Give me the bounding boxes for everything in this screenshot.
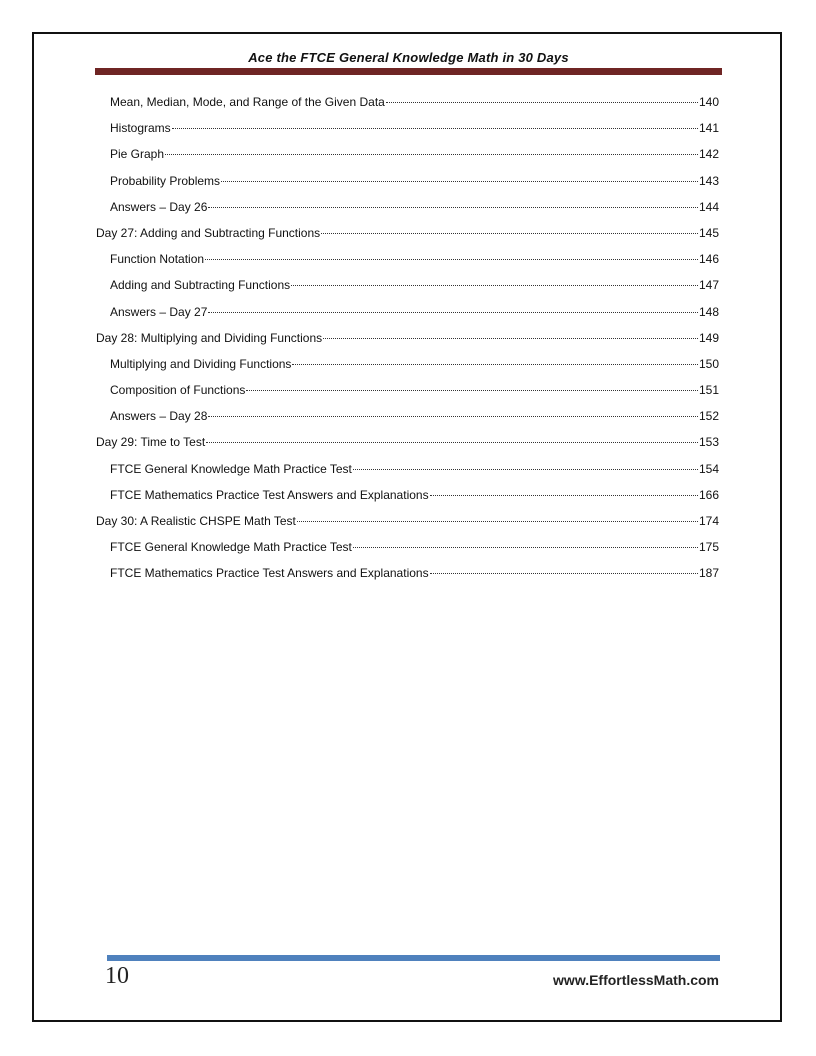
- toc-entry-label: Answers – Day 26: [110, 199, 208, 214]
- toc-dot-leader: [205, 259, 698, 260]
- toc-dot-leader: [246, 390, 698, 391]
- toc-dot-leader: [291, 285, 698, 286]
- toc-entry-label: Answers – Day 28: [110, 409, 208, 424]
- toc-entry-page: 142: [698, 147, 719, 162]
- toc-entry-page: 154: [698, 461, 719, 476]
- toc-entry-label: FTCE Mathematics Practice Test Answers and Explanations: [110, 566, 429, 581]
- toc-section-entry[interactable]: [96, 121, 719, 147]
- toc-entry-label: Mean, Median, Mode, and Range of the Given Data: [110, 95, 385, 109]
- toc-entry-label: Day 27: Adding and Subtracting Functions: [96, 225, 321, 240]
- toc-section-entry[interactable]: [96, 95, 719, 121]
- toc-dot-leader: [221, 181, 698, 182]
- toc-section-entry[interactable]: [96, 383, 719, 409]
- toc-entry-label: Day 29: Time to Test: [96, 435, 206, 450]
- toc-dot-leader: [323, 338, 698, 339]
- toc-section-entry[interactable]: [96, 252, 719, 278]
- toc-chapter-entry[interactable]: [96, 435, 719, 461]
- toc-dot-leader: [208, 207, 698, 208]
- toc-entry-page: 141: [698, 121, 719, 136]
- toc-entry-label: Pie Graph: [110, 147, 165, 162]
- toc-section-entry[interactable]: [96, 566, 719, 592]
- toc-dot-leader: [321, 233, 698, 234]
- toc-entry-label: Multiplying and Dividing Functions: [110, 356, 292, 371]
- toc-entry-page: 149: [698, 330, 719, 345]
- toc-dot-leader: [208, 312, 698, 313]
- toc-entry-page: 147: [698, 278, 719, 293]
- toc-entry-label: Composition of Functions: [110, 383, 246, 398]
- toc-dot-leader: [165, 154, 698, 155]
- toc-section-entry[interactable]: [96, 409, 719, 435]
- toc-dot-leader: [386, 102, 698, 103]
- header-title: Ace the FTCE General Knowledge Math in 30 Days: [248, 50, 569, 65]
- toc-entry-page: 166: [698, 487, 719, 502]
- toc-dot-leader: [430, 573, 698, 574]
- toc-entry-page: 151: [698, 383, 719, 398]
- toc-entry-page: 145: [698, 225, 719, 240]
- toc-entry-label: Function Notation: [110, 252, 205, 267]
- toc-entry-page: 187: [698, 566, 719, 581]
- toc-dot-leader: [353, 469, 698, 470]
- toc-section-entry[interactable]: [96, 540, 719, 566]
- toc-dot-leader: [292, 364, 698, 365]
- toc-entry-page: 174: [698, 514, 719, 528]
- toc-section-entry[interactable]: [96, 278, 719, 304]
- toc-section-entry[interactable]: [96, 462, 719, 488]
- toc-dot-leader: [353, 547, 698, 548]
- toc-entry-page: 150: [698, 356, 719, 371]
- toc-dot-leader: [430, 495, 698, 496]
- toc-section-entry[interactable]: [96, 357, 719, 383]
- toc-entry-label: FTCE Mathematics Practice Test Answers and Explanations: [110, 487, 429, 502]
- toc-section-entry[interactable]: [96, 174, 719, 200]
- toc-entry-label: Day 30: A Realistic CHSPE Math Test: [96, 514, 296, 528]
- header-rule: [95, 68, 722, 75]
- toc-entry-page: 143: [698, 173, 719, 188]
- toc-entry-label: Answers – Day 27: [110, 304, 208, 319]
- toc-entry-page: 148: [698, 304, 719, 319]
- toc-dot-leader: [208, 416, 698, 417]
- toc-entry-page: 153: [698, 435, 719, 450]
- toc-entry-label: Adding and Subtracting Functions: [110, 278, 291, 293]
- website-link[interactable]: www.EffortlessMath.com: [553, 972, 719, 988]
- toc-section-entry[interactable]: [96, 200, 719, 226]
- toc-entry-label: Histograms: [110, 121, 171, 136]
- toc-chapter-entry[interactable]: [96, 331, 719, 357]
- toc-chapter-entry[interactable]: [96, 514, 719, 540]
- toc-chapter-entry[interactable]: [96, 226, 719, 252]
- toc-entry-page: 152: [698, 409, 719, 424]
- toc-entry-page: 175: [698, 540, 719, 555]
- toc-section-entry[interactable]: [96, 305, 719, 331]
- page-number: 10: [105, 963, 129, 989]
- toc-entry-label: Probability Problems: [110, 173, 221, 188]
- toc-entry-label: Day 28: Multiplying and Dividing Functions: [96, 330, 323, 345]
- toc-entry-label: FTCE General Knowledge Math Practice Test: [110, 540, 352, 555]
- toc-section-entry[interactable]: [96, 488, 719, 514]
- toc-dot-leader: [297, 521, 698, 522]
- toc-dot-leader: [172, 128, 698, 129]
- toc-entry-page: 140: [698, 95, 719, 109]
- footer-rule: [107, 955, 720, 961]
- toc-entry-label: FTCE General Knowledge Math Practice Test: [110, 461, 352, 476]
- toc-entry-page: 144: [698, 199, 719, 214]
- toc-entry-page: 146: [698, 252, 719, 267]
- toc-dot-leader: [206, 442, 698, 443]
- table-of-contents: [96, 95, 719, 593]
- toc-section-entry[interactable]: [96, 147, 719, 173]
